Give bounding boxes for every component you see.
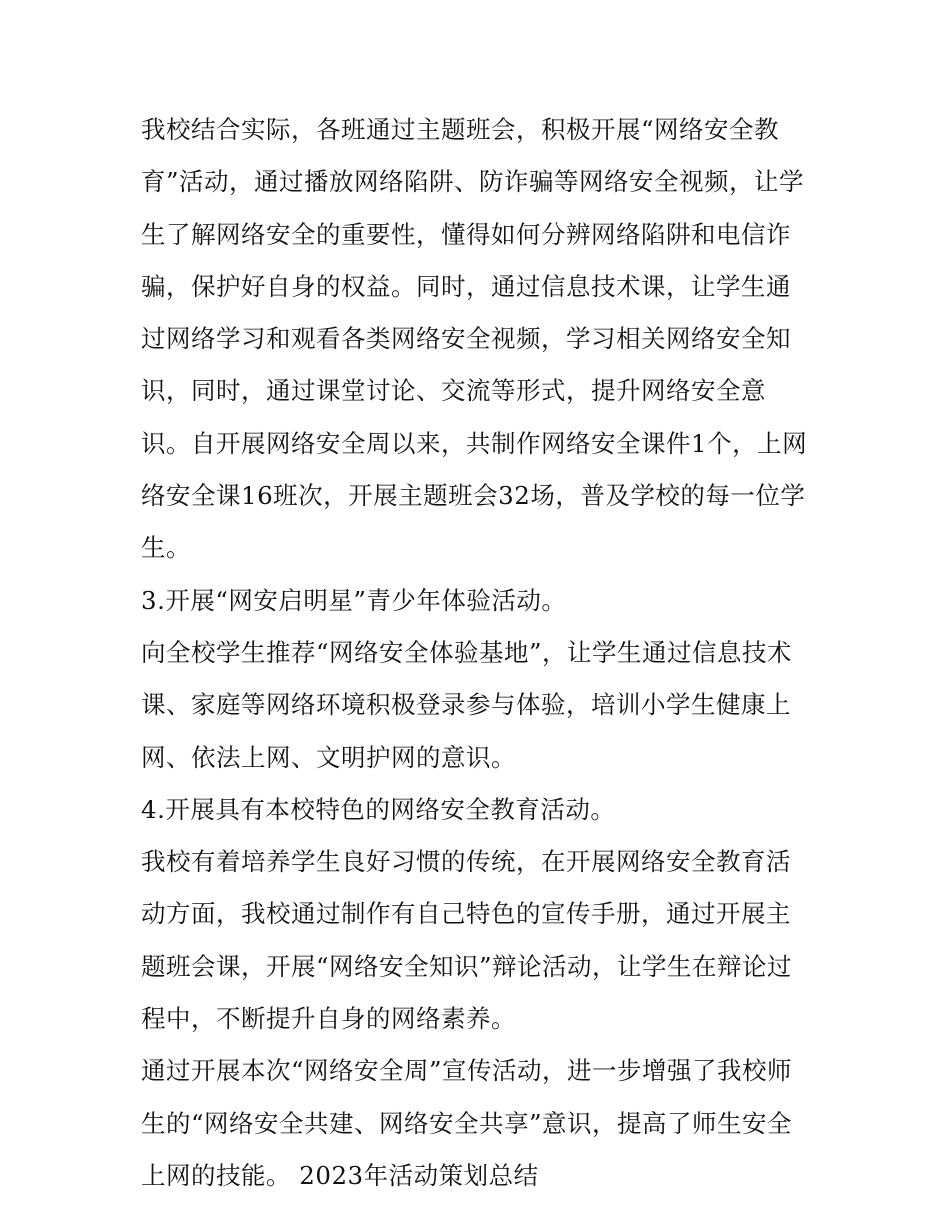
paragraph-conclusion: 通过开展本次“网络安全周”宣传活动，进一步增强了我校师生的“网络安全共建、网络安全共享”意识，提高了师生安全上网的技能。 2023年活动策划总结: [141, 1056, 793, 1190]
paragraph-experience-base: 向全校学生推荐“网络安全体验基地”，让学生通过信息技术课、家庭等网络环境积极登录参与体验，培训小学生健康上网、依法上网、文明护网的意识。: [141, 637, 793, 772]
paragraph-school-features: 我校有着培养学生良好习惯的传统，在开展网络安全教育活动方面，我校通过制作有自己特色的宣传手册，通过开展主题班会课，开展“网络安全知识”辩论活动，让学生在辩论过程中，不断提升自身的网络素养。: [141, 847, 793, 1034]
document-body: [141, 104, 813, 1202]
paragraph-class-meetings: 我校结合实际，各班通过主题班会，积极开展“网络安全教育”活动，通过播放网络陷阱、防诈骗等网络安全视频，让学生了解网络安全的重要性，懂得如何分辨网络陷阱和电信诈骗，保护好自身的权益。同时，通过信息技术课，让学生通过网络学习和观看各类网络安全视频，学习相关网络安全知识，同时，通过课堂讨论、交流等形式，提升网络安全意识。自开展网络安全周以来，共制作网络安全课件1个，上网络安全课16班次，开展主题班会32场，普及学校的每一位学生。: [141, 115, 808, 563]
heading-item-3: 3.开展“网安启明星”青少年体验活动。: [141, 585, 567, 615]
heading-item-4: 4.开展具有本校特色的网络安全教育活动。: [141, 794, 616, 824]
